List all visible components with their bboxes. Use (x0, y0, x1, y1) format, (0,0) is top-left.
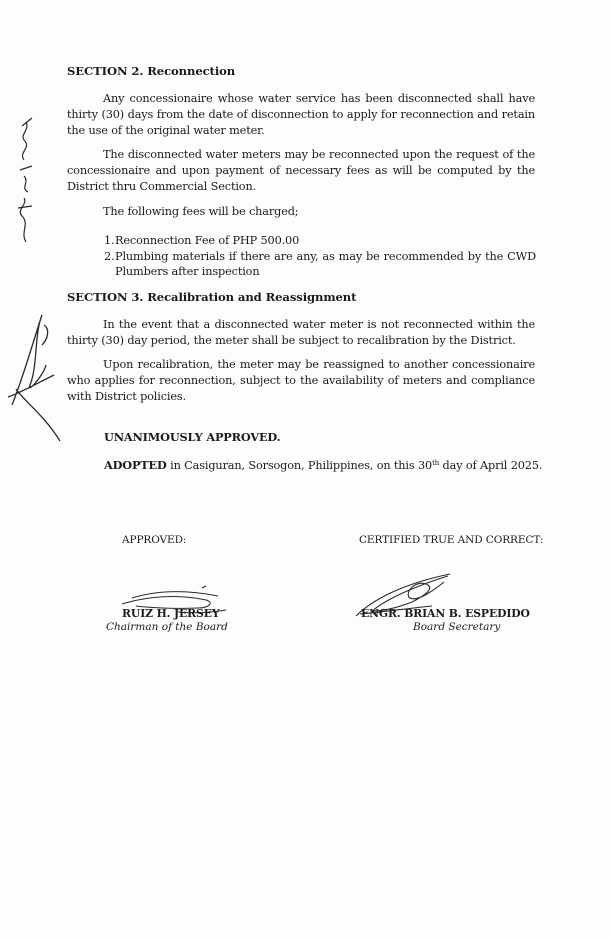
section-3-paragraph-2: Upon recalibration, the meter may be reassigned to another concessionaire who applies for reconnection, subject to the availability of meters and compliance with District policies. (67, 358, 535, 403)
fees-list (104, 233, 536, 280)
unanimously-approved: UNANIMOUSLY APPROVED. (104, 430, 281, 444)
chairman-name: RUIZ H. JERSEY (122, 607, 220, 620)
secretary-name: ENGR. BRIAN B. ESPEDIDO (361, 607, 530, 620)
secretary-role: Board Secretary (413, 621, 501, 633)
certified-label: CERTIFIED TRUE AND CORRECT: (359, 534, 544, 546)
approved-label: APPROVED: (122, 534, 187, 546)
section-2-heading: SECTION 2. Reconnection (67, 64, 236, 78)
section-3-heading: SECTION 3. Recalibration and Reassignment (67, 290, 357, 304)
margin-handwritten-note (6, 112, 38, 247)
section-2-paragraph-3: The following fees will be charged; (103, 205, 299, 218)
chairman-role: Chairman of the Board (106, 621, 228, 633)
adopted-statement: ADOPTED in Casiguran, Sorsogon, Philippines, on this 30th day of April 2025. (104, 458, 543, 472)
list-item: 2. Plumbing materials if there are any, as may be recommended by the CWD Plumbers after inspection (104, 249, 536, 278)
list-item: 1. Reconnection Fee of PHP 500.00 (104, 234, 300, 247)
margin-signature (4, 305, 64, 445)
section-2-paragraph-2: The disconnected water meters may be reconnected upon the request of the concessionaire and upon payment of necessary fees as will be computed by the District thru Commercial Section. (67, 148, 535, 193)
section-3-paragraph-1: In the event that a disconnected water meter is not reconnected within the thirty (30) day period, the meter shall be subject to recalibration by the District. (67, 318, 535, 347)
section-2-paragraph-1: Any concessionaire whose water service has been disconnected shall have thirty (30) days from the date of disconnection to apply for reconnection and retain the use of the original water meter. (67, 92, 535, 137)
